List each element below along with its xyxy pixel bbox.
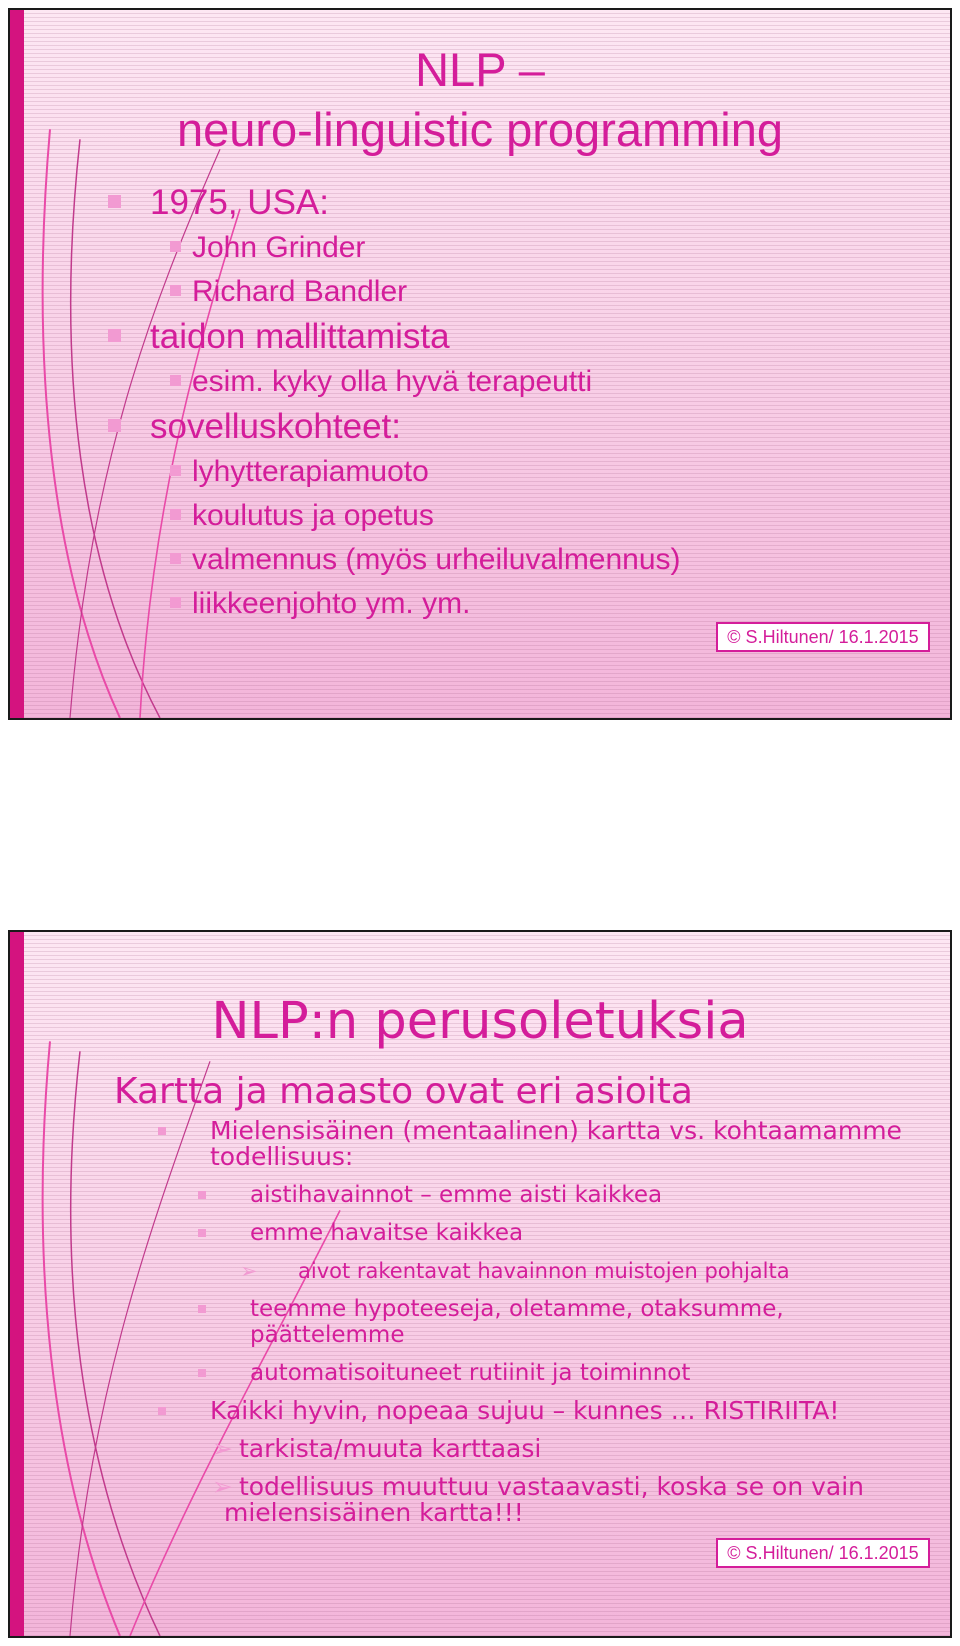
list-item: liikkeenjohto ym. ym. bbox=[108, 582, 928, 626]
slide-2 bbox=[8, 930, 952, 1638]
section-heading: Kartta ja maasto ovat eri asioita bbox=[114, 1071, 693, 1112]
slide-title: NLP – neuro-linguistic programming bbox=[176, 43, 784, 156]
list-item: sovelluskohteet: bbox=[108, 404, 928, 450]
square-bullet-icon bbox=[170, 241, 181, 252]
list-item: taidon mallittamista bbox=[108, 314, 928, 360]
list-item: automatisoituneet rutiinit ja toiminnot bbox=[114, 1360, 934, 1386]
square-bullet-icon bbox=[158, 1127, 166, 1135]
list-item: aistihavainnot – emme aisti kaikkea bbox=[114, 1182, 934, 1208]
arrow-bullet-icon: ➢ bbox=[212, 1472, 233, 1501]
arrow-bullet-icon: ➢ bbox=[240, 1259, 258, 1283]
list-item: John Grinder bbox=[108, 226, 928, 270]
slide-content bbox=[114, 1070, 934, 1538]
square-bullet-icon bbox=[198, 1229, 206, 1237]
list-item: Richard Bandler bbox=[108, 270, 928, 314]
square-bullet-icon bbox=[198, 1305, 206, 1313]
square-bullet-icon bbox=[108, 329, 121, 342]
list-item: valmennus (myös urheiluvalmennus) bbox=[108, 538, 928, 582]
square-bullet-icon bbox=[170, 553, 181, 564]
list-item: lyhytterapiamuoto bbox=[108, 450, 928, 494]
list-item: teemme hypoteeseja, oletamme, otaksumme, päättelemme bbox=[114, 1296, 934, 1348]
list-item: esim. kyky olla hyvä terapeutti bbox=[108, 360, 928, 404]
list-item: ➢ tarkista/muuta karttaasi bbox=[212, 1434, 542, 1463]
square-bullet-icon bbox=[170, 285, 181, 296]
copyright-box: © S.Hiltunen/ 16.1.2015 bbox=[716, 622, 930, 652]
list-item: ➢ todellisuus muuttuu vastaavasti, koska se on vain mielensisäinen kartta!!! bbox=[212, 1472, 865, 1527]
arrow-bullet-icon: ➢ bbox=[212, 1434, 233, 1463]
list-item: emme havaitse kaikkea bbox=[114, 1220, 934, 1246]
list-item: Mielensisäinen (mentaalinen) kartta vs. kohtaamamme todellisuus: bbox=[114, 1118, 934, 1170]
square-bullet-icon bbox=[198, 1191, 206, 1199]
square-bullet-icon bbox=[170, 465, 181, 476]
square-bullet-icon bbox=[170, 375, 181, 386]
list-item: 1975, USA: bbox=[108, 180, 928, 226]
square-bullet-icon bbox=[108, 419, 121, 432]
square-bullet-icon bbox=[108, 195, 121, 208]
square-bullet-icon bbox=[158, 1407, 166, 1415]
slide-title: NLP:n perusoletuksia bbox=[211, 992, 749, 1051]
list-item: ➢ aivot rakentavat havainnon muistojen pohjalta bbox=[240, 1259, 790, 1283]
copyright-box: © S.Hiltunen/ 16.1.2015 bbox=[716, 1538, 930, 1568]
bullet-list bbox=[114, 1118, 934, 1526]
square-bullet-icon bbox=[198, 1369, 206, 1377]
square-bullet-icon bbox=[170, 597, 181, 608]
square-bullet-icon bbox=[170, 509, 181, 520]
bullet-list bbox=[108, 180, 928, 626]
list-item: koulutus ja opetus bbox=[108, 494, 928, 538]
slide-1 bbox=[8, 8, 952, 720]
list-item: Kaikki hyvin, nopeaa sujuu – kunnes … RISTIRIITA! bbox=[114, 1398, 934, 1424]
